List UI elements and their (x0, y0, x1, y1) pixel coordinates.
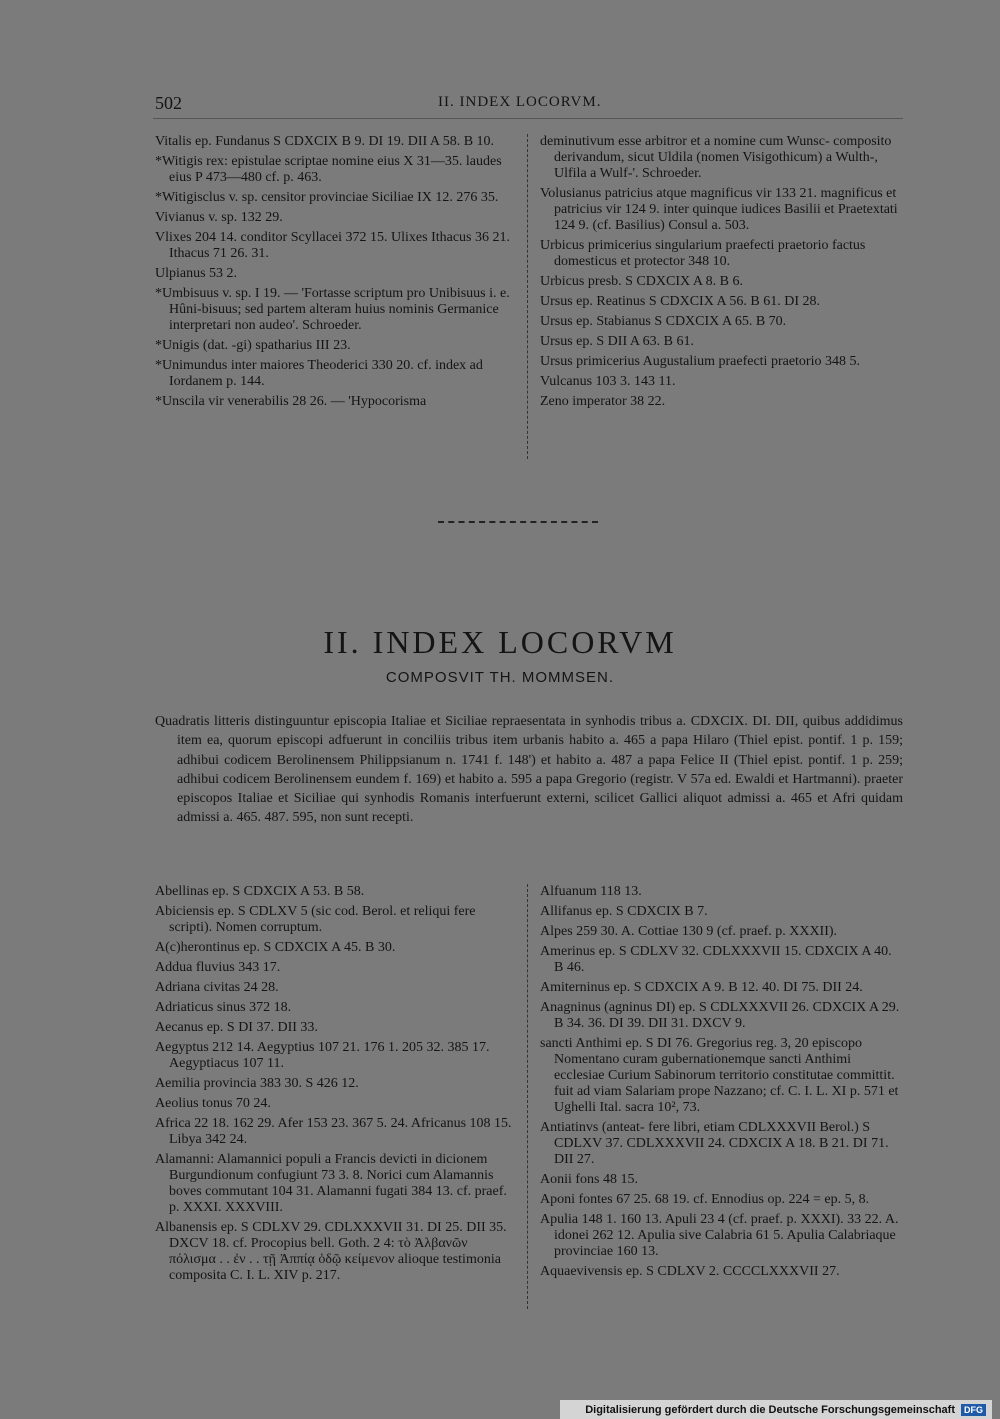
index-entry: Aecanus ep. S DI 37. DII 33. (155, 1020, 318, 1035)
index-entry: *Umbisuus v. sp. I 19. — 'Fortasse scriptum pro Unibisuus i. e. Hûni-bisuus; sed partem alteram huius nominis Germanice interpretari non audeo'. Schroeder. (155, 286, 510, 333)
index-entry: Aonii fons 48 15. (540, 1172, 638, 1187)
index-entry: Aegyptus 212 14. Aegyptius 107 21. 176 1. 205 32. 385 17. Aegyptiacus 107 11. (155, 1040, 490, 1071)
page-number: 502 (155, 93, 182, 113)
index-entry: Alamanni: Alamannici populi a Francis devicti in dicionem Burgundionum confugiunt 73 3. 8. Norici cum Alamannis boves commutant 104 31. Alamanni fugati 384 13. cf. praef. p. XXXI. XXXVIII. (155, 1152, 507, 1215)
index-column-bottom-left (155, 884, 517, 1288)
index-entry: Addua fluvius 343 17. (155, 960, 281, 975)
index-entry: *Witigisclus v. sp. censitor provinciae Siciliae IX 12. 276 35. (155, 190, 499, 205)
index-column-top-right (540, 134, 902, 414)
dfg-logo: DFG (961, 1404, 986, 1416)
column-divider (527, 134, 528, 459)
index-entry: Ursus ep. S DII A 63. B 61. (540, 334, 695, 349)
index-entry: Antiatinvs (anteat- fere libri, etiam CDLXXXVII Berol.) S CDLXV 37. CDLXXXVII 24. CDXCIX A 18. B 21. DI 71. DII 27. (540, 1120, 889, 1167)
index-entry: Allifanus ep. S CDXCIX B 7. (540, 904, 708, 919)
index-entry: Urbicus primicerius singularium praefecti praetorio factus domesticus et protector 348 10. (540, 238, 866, 269)
index-entry: Amiterninus ep. S CDXCIX A 9. B 12. 40. DI 75. DII 24. (540, 980, 863, 995)
index-entry: Adriaticus sinus 372 18. (155, 1000, 292, 1015)
index-entry: deminutivum esse arbitror et a nomine cum Wunsc- composito derivandum, sicut Uldila (nomen Visigothicum) a Wulth-, Ulfila a Wulf-'. Schroeder. (540, 134, 892, 181)
index-entry: Albanensis ep. S CDLXV 29. CDLXXXVII 31. DI 25. DII 35. DXCV 18. cf. Procopius bell. Goth. 2 4: τὸ Ἀλβανῶν πόλισμα . . ἐν . . τῇ Ἀππίᾳ ὁδῷ κείμενον alioque testimonia composita C. I. L. XIV p. 217. (155, 1220, 507, 1283)
index-entry: Ursus ep. Reatinus S CDXCIX A 56. B 61. DI 28. (540, 294, 821, 309)
index-entry: Aeolius tonus 70 24. (155, 1096, 271, 1111)
index-entry: Aemilia provincia 383 30. S 426 12. (155, 1076, 359, 1091)
index-entry: Ursus primicerius Augustalium praefecti praetorio 348 5. (540, 354, 860, 369)
index-entry: Adriana civitas 24 28. (155, 980, 279, 995)
index-entry: sancti Anthimi ep. S DI 76. Gregorius reg. 3, 20 episcopo Nomentano curam gubernationemque sancti Anthimi ecclesiae Curium Sabinorum territorio constitutae committit. fuit ad viam Salariam prope Nazzano; cf. C. I. L. XI p. 571 et Ughelli Ital. sacra 10², 73. (540, 1036, 899, 1115)
index-entry: Abellinas ep. S CDXCIX A 53. B 58. (155, 884, 365, 899)
section-intro: Quadratis litteris distinguuntur episcopia Italiae et Siciliae repraesentata in synhodis tribus a. CDXCIX. DI. DII, quibus addidimus item ea, quorum episcopi adfuerunt in conciliis tribus item urbanis habito a. 465 a papa Hilaro (Thiel epist. pontif. 1 p. 159; adhibui codicem Berolinensem Philippsianum n. 1741 f. 148') et habito a. 487 a papa Felice II (Thiel epist. pontif. 1 p. 259; adhibui codicem Berolinensem eundem f. 169) et habito a. 595 a papa Gregorio (registr. V 57a ed. Ewaldi et Hartmanni). praeter episcopos Italiae et Siciliae qui synhodis Romanis interfuerunt externi, scilicet Gallici aliquot admissi a. 465 et Afri quidam admissi a. 465. 487. 595, non sunt recepti. (155, 714, 903, 826)
index-entry: Ursus ep. Stabianus S CDXCIX A 65. B 70. (540, 314, 787, 329)
index-entry: Vlixes 204 14. conditor Scyllacei 372 15. Ulixes Ithacus 36 21. Ithacus 71 26. 31. (155, 230, 510, 261)
column-divider (527, 884, 528, 1309)
section-ornament (438, 521, 598, 529)
index-entry: Urbicus presb. S CDXCIX A 8. B 6. (540, 274, 744, 289)
digitization-footer (560, 1400, 992, 1419)
index-entry: A(c)herontinus ep. S CDXCIX A 45. B 30. (155, 940, 396, 955)
index-entry: Amerinus ep. S CDLXV 32. CDLXXXVII 15. CDXCIX A 40. B 46. (540, 944, 892, 975)
index-entry: Anagninus (agninus DI) ep. S CDLXXXVII 26. CDXCIX A 29. B 34. 36. DI 39. DII 31. DXCV 9. (540, 1000, 900, 1031)
index-entry: Abiciensis ep. S CDLXV 5 (sic cod. Berol. et reliqui fere scripti). Nomen corruptum. (155, 904, 476, 935)
index-entry: Vulcanus 103 3. 143 11. (540, 374, 676, 389)
index-entry: Apulia 148 1. 160 13. Apuli 23 4 (cf. praef. p. XXXI). 33 22. A. idonei 262 12. Apulia sive Calabria 61 5. Apulia Calabriaque provinciae 160 13. (540, 1212, 899, 1259)
index-entry: Aquaevivensis ep. S CDLXV 2. CCCCLXXXVII 27. (540, 1264, 840, 1279)
index-entry: Africa 22 18. 162 29. Afer 153 23. 367 5. 24. Africanus 108 15. Libya 342 24. (155, 1116, 512, 1147)
index-column-top-left (155, 134, 517, 414)
index-column-bottom-right (540, 884, 902, 1284)
footer-text: Digitalisierung gefördert durch die Deutsche Forschungsgemeinschaft (585, 1403, 955, 1416)
index-entry: Alpes 259 30. A. Cottiae 130 9 (cf. praef. p. XXXII). (540, 924, 838, 939)
index-entry: *Unimundus inter maiores Theoderici 330 20. cf. index ad Iordanem p. 144. (155, 358, 483, 389)
section-title: II. INDEX LOCORVM (323, 624, 677, 660)
running-title: II. INDEX LOCORVM. (438, 94, 602, 110)
index-entry: Ulpianus 53 2. (155, 266, 238, 281)
header-rule (153, 118, 903, 119)
index-entry: *Unigis (dat. -gi) spatharius III 23. (155, 338, 351, 353)
index-entry: Volusianus patricius atque magnificus vir 133 21. magnificus et patricius vir 124 9. inter quinque iudices Basilii et Praetextati 124 9. (cf. Basilius) Consul a. 503. (540, 186, 898, 233)
section-subtitle: COMPOSVIT TH. MOMMSEN. (385, 669, 615, 686)
index-entry: Aponi fontes 67 25. 68 19. cf. Ennodius op. 224 = ep. 5, 8. (540, 1192, 870, 1207)
index-entry: Vivianus v. sp. 132 29. (155, 210, 283, 225)
index-entry: *Unscila vir venerabilis 28 26. — 'Hypocorisma (155, 394, 427, 409)
index-entry: Zeno imperator 38 22. (540, 394, 666, 409)
index-entry: Vitalis ep. Fundanus S CDXCIX B 9. DI 19. DII A 58. B 10. (155, 134, 495, 149)
index-entry: *Witigis rex: epistulae scriptae nomine eius X 31—35. laudes eius P 473—480 cf. p. 463. (155, 154, 502, 185)
index-entry: Alfuanum 118 13. (540, 884, 642, 899)
